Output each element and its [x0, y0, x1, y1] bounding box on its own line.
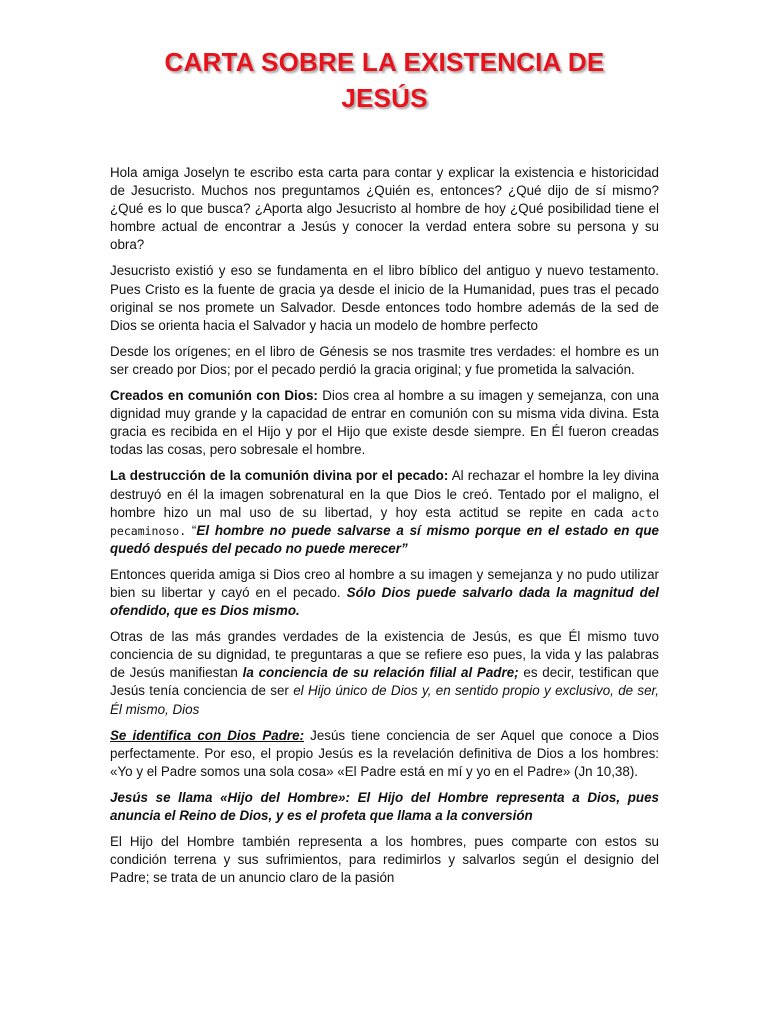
paragraph-sin: [110, 467, 659, 557]
paragraph-sin-quote: El hombre no puede salvarse a sí mismo porque en el estado en que quedó después del pecado no puede merecer”: [110, 522, 659, 556]
paragraph-consciousness-italic: el Hijo único de Dios y, en sentido propio y exclusivo, de ser, Él mismo, Dios: [110, 683, 660, 717]
paragraph-father-heading: Se identifica con Dios Padre:: [110, 727, 305, 743]
paragraph-salvation-text: Entonces querida amiga si Dios creo al hombre a su imagen y semejanza y no pudo utilizar bien su libertar y cayó en el pecado.: [110, 566, 659, 600]
title-line-1: CARTA SOBRE LA EXISTENCIA DE: [164, 47, 605, 77]
paragraph-sin-text: Al rechazar el hombre la ley divina destruyó en él la imagen sobrenatural en la que Dios le creó. Tentado por el maligno, el hombre hizo un mal uso de su libertad, y hoy esta actitud se repite en cada: [110, 468, 659, 520]
paragraph-passion: El Hijo del Hombre también representa a los hombres, pues comparte con estos su condición terrena y sus sufrimientos, para redimirlos y salvarlos según el designio del Padre; se trata de un anuncio claro de la pasión: [110, 834, 659, 886]
paragraph-creation-heading: Creados en comunión con Dios:: [110, 388, 318, 404]
paragraph-salvation-emphasis: Sólo Dios puede salvarlo dada la magnitud del ofendido, que es Dios mismo.: [110, 584, 659, 619]
paragraph-creation-text: Dios crea al hombre a su imagen y semejanza, con una dignidad muy grande y la capacidad de entrar en comunión con su misma vida divina. Esta gracia es recibida en el Hijo y por el Hijo que existe desde siempre. En Él fueron creadas todas las cosas, pero sobresale el hombre.: [110, 388, 659, 458]
title-line-2: JESÚS: [341, 83, 428, 113]
paragraph-consciousness-text: Otras de las más grandes verdades de la existencia de Jesús, es que Él mismo tuvo conciencia de su dignidad, te preguntaras a que se refiere eso pues, la vida y las palabras de Jesús manifiestan: [110, 629, 659, 681]
paragraph-origins: Desde los orígenes; en el libro de Génesis se nos trasmite tres verdades: el hombre es un ser creado por Dios; por el pecado perdió la gracia original; y fue prometida la salvación.: [110, 343, 659, 377]
paragraph-consciousness-emphasis: la conciencia de su relación filial al Padre;: [242, 665, 519, 681]
paragraph-intro: Hola amiga Joselyn te escribo esta carta para contar y explicar la existencia e historicidad de Jesucristo. Muchos nos preguntamos ¿Quién es, entonces? ¿Qué dijo de sí mismo? ¿Qué es lo que busca? ¿Aporta algo Jesucristo al hombre de hoy ¿Qué posibilidad tiene el hombre actual de encontrar a Jesús y conocer la verdad entera sobre su persona y su obra?: [110, 165, 659, 253]
paragraph-father-text: Jesús tiene conciencia de ser Aquel que conoce a Dios perfectamente. Por eso, el propio Jesús es la revelación definitiva de Dios a los hombres: «Yo y el Padre somos una sola cosa» «El Padre está en mí y yo en el Padre» (Jn 10,38).: [110, 727, 659, 779]
document-page: [110, 44, 659, 895]
paragraph-existence: Jesucristo existió y eso se fundamenta en el libro bíblico del antiguo y nuevo testamento. Pues Cristo es la fuente de gracia ya desde el inicio de la Humanidad, pues tras el pecado original se nos promete un Salvador. Desde entonces todo hombre además de la sed de Dios se orienta hacia el Salvador y hacia un modelo de hombre perfecto: [110, 263, 659, 333]
paragraph-creation: [110, 387, 659, 459]
paragraph-sin-heading: La destrucción de la comunión divina por el pecado:: [110, 468, 449, 484]
paragraph-consciousness-text-2: es decir, testifican que Jesús tenía conciencia de ser: [110, 665, 659, 699]
paragraph-father: [110, 727, 659, 781]
paragraph-sin-mono: acto pecaminoso.: [110, 505, 659, 538]
document-title: [110, 44, 659, 116]
paragraph-salvation: [110, 566, 659, 620]
paragraph-consciousness: [110, 628, 659, 718]
paragraph-sin-quote-open: “: [186, 522, 197, 538]
paragraph-son-of-man: Jesús se llama «Hijo del Hombre»: El Hijo del Hombre representa a Dios, pues anuncia el Reino de Dios, y es el profeta que llama a la conversión: [110, 789, 659, 823]
